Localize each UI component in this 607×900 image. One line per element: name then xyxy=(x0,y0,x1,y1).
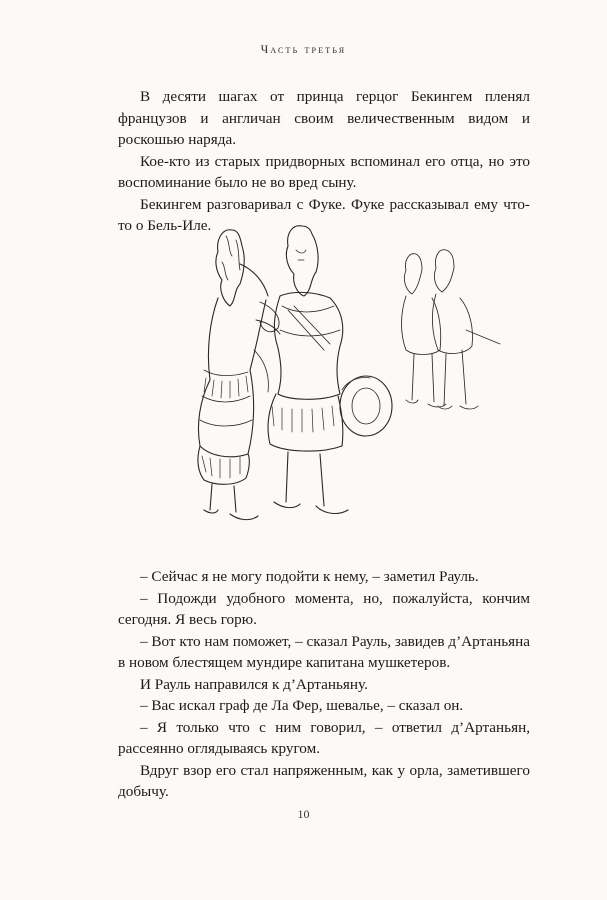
center-courtier-figure xyxy=(256,226,392,514)
left-courtier-figure xyxy=(198,230,279,520)
paragraph: И Рауль направился к д’Артаньяну. xyxy=(140,675,368,693)
paragraph: – Я только что с ним говорил, – ответил д’Артаньян, рассеянно оглядываясь кругом. xyxy=(118,718,530,757)
paragraph: – Подожди удобного момента, но, пожалуйста, кончим сегодня. Я весь горю. xyxy=(118,589,530,628)
paragraph: – Вас искал граф де Ла Фер, шевалье, – сказал он. xyxy=(140,697,464,714)
paragraph: В десяти шагах от принца герцог Бекингем пленял французов и англичан своим величественным видом и роскошью наряда. xyxy=(118,88,530,148)
page-number: 10 xyxy=(297,807,310,821)
running-header: Часть третья xyxy=(260,44,347,56)
bottom-text xyxy=(118,566,530,803)
paragraph: – Сейчас я не могу подойти к нему, – заметил Рауль. xyxy=(140,568,479,585)
background-courtiers xyxy=(402,250,501,409)
paragraph: – Вот кто нам поможет, – сказал Рауль, завидев д’Артаньяна в новом блестящем мундире капитана мушкетеров. xyxy=(118,632,530,671)
paragraph: Кое-кто из старых придворных вспоминал его отца, но это воспоминание было не во вред сыну. xyxy=(118,152,530,191)
paragraph: Бекингем разговаривал с Фуке. Фуке рассказывал ему что-то о Бель-Иле. xyxy=(118,195,530,234)
courtiers-illustration xyxy=(170,210,510,550)
paragraph: Вдруг взор его стал напряженным, как у орла, заметившего добычу. xyxy=(118,761,530,800)
